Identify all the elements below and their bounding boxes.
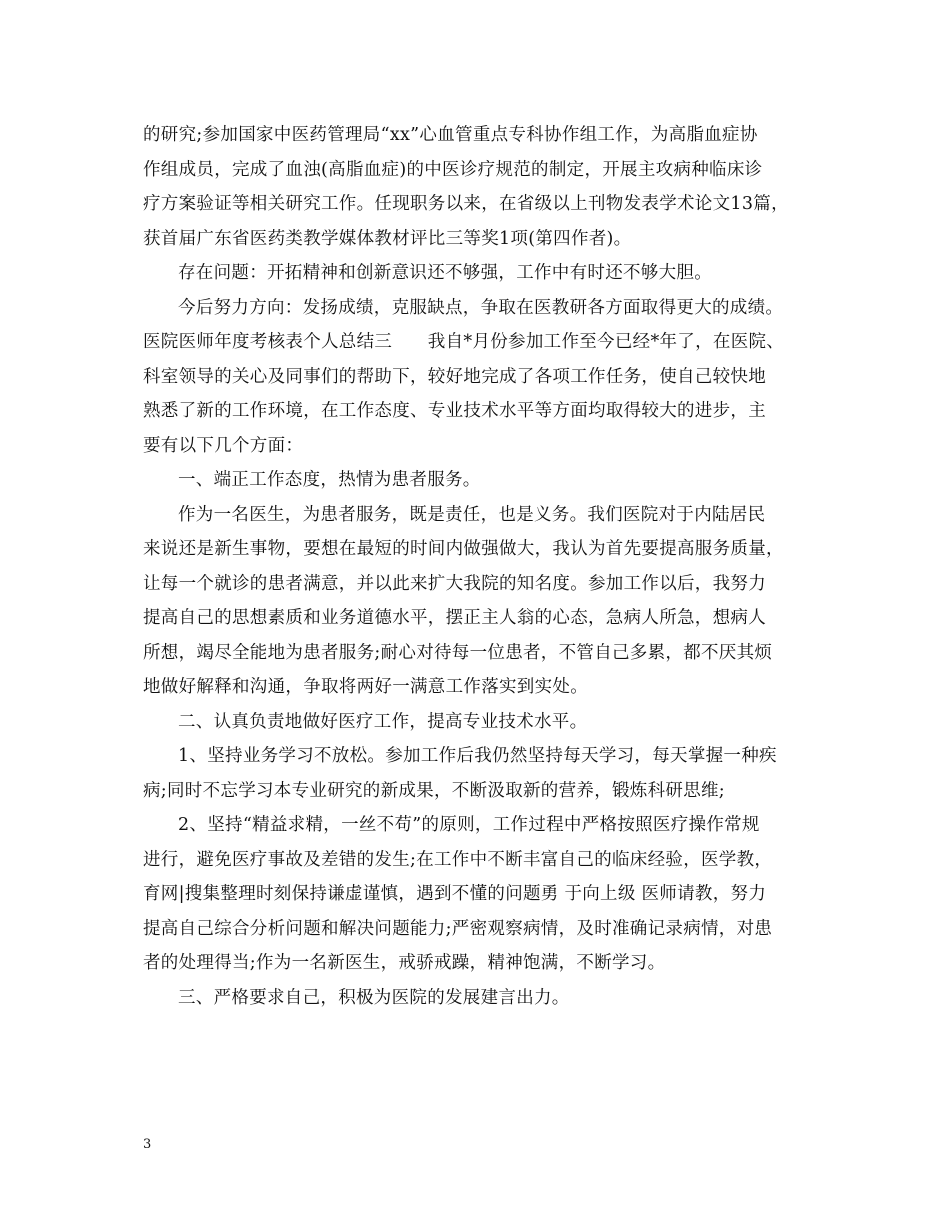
text-line: 医院医师年度考核表个人总结三 我自*月份参加工作至今已经*年了，在医院、 — [143, 332, 785, 352]
text-line: 的研究;参加国家中医药管理局“xx”心血管重点专科协作组工作，为高脂血症协 — [143, 125, 758, 145]
text-line: 作为一名医生，为患者服务，既是责任，也是义务。我们医院对于内陆居民 — [178, 504, 766, 525]
section-heading: 一、端正工作态度，热情为患者服务。 — [178, 470, 481, 490]
text-line: 1、坚持业务学习不放松。参加工作后我仍然坚持每天学习，每天掌握一种疾 — [178, 746, 777, 766]
section-heading: 二、认真负责地做好医疗工作，提高专业技术水平。 — [178, 711, 588, 732]
text-line: 育网|搜集整理时刻保持谦虚谨慎，遇到不懂的问题勇 于向上级 医师请教，努力 — [143, 884, 767, 904]
text-line: 要有以下几个方面： — [143, 435, 304, 456]
text-line: 进行，避免医疗事故及差错的发生;在工作中不断丰富自己的临床经验，医学教， — [143, 849, 773, 870]
text-line: 科室领导的关心及同事们的帮助下，较好地完成了各项工作任务，使自己较快地 — [143, 366, 766, 387]
section-heading: 三、严格要求自己，积极为医院的发展建言出力。 — [178, 987, 570, 1008]
text-line: 让每一个就诊的患者满意，并以此来扩大我院的知名度。参加工作以后，我努力 — [143, 573, 766, 594]
page-number: 3 — [143, 1137, 152, 1152]
text-line: 存在问题：开拓精神和创新意识还不够强，工作中有时还不够大胆。 — [178, 263, 712, 283]
text-line: 提高自己综合分析问题和解决问题能力;严密观察病情，及时准确记录病情，对患 — [143, 918, 773, 939]
text-line: 者的处理得当;作为一名新医生，戒骄戒躁，精神饱满，不断学习。 — [143, 953, 666, 973]
text-line: 熟悉了新的工作环境，在工作态度、专业技术水平等方面均取得较大的进步，主 — [143, 401, 766, 421]
text-line: 所想，竭尽全能地为患者服务;耐心对待每一位患者，不管自己多累，都不厌其烦 — [143, 642, 773, 663]
body-text — [143, 118, 813, 1015]
text-line: 今后努力方向：发扬成绩，克服缺点，争取在医教研各方面取得更大的成绩。 — [178, 297, 784, 318]
text-line: 地做好解释和沟通，争取将两好一满意工作落实到实处。 — [143, 677, 588, 697]
text-line: 病;同时不忘学习本专业研究的新成果，不断汲取新的营养，锻炼科研思维; — [143, 780, 725, 801]
text-line: 2、坚持“精益求精，一丝不苟”的原则，工作过程中严格按照医疗操作常规 — [178, 815, 760, 835]
text-line: 提高自己的思想素质和业务道德水平，摆正主人翁的心态，急病人所急，想病人 — [143, 608, 766, 628]
text-line: 获首届广东省医药类教学媒体教材评比三等奖1项(第四作者)。 — [143, 228, 632, 249]
text-line: 疗方案验证等相关研究工作。任现职务以来，在省级以上刊物发表学术论文13篇， — [143, 194, 789, 214]
text-line: 作组成员，完成了血浊(高脂血症)的中医诊疗规范的制定，开展主攻病种临床诊 — [143, 159, 763, 180]
text-line: 来说还是新生事物，要想在最短的时间内做强做大，我认为首先要提高服务质量， — [143, 539, 784, 559]
